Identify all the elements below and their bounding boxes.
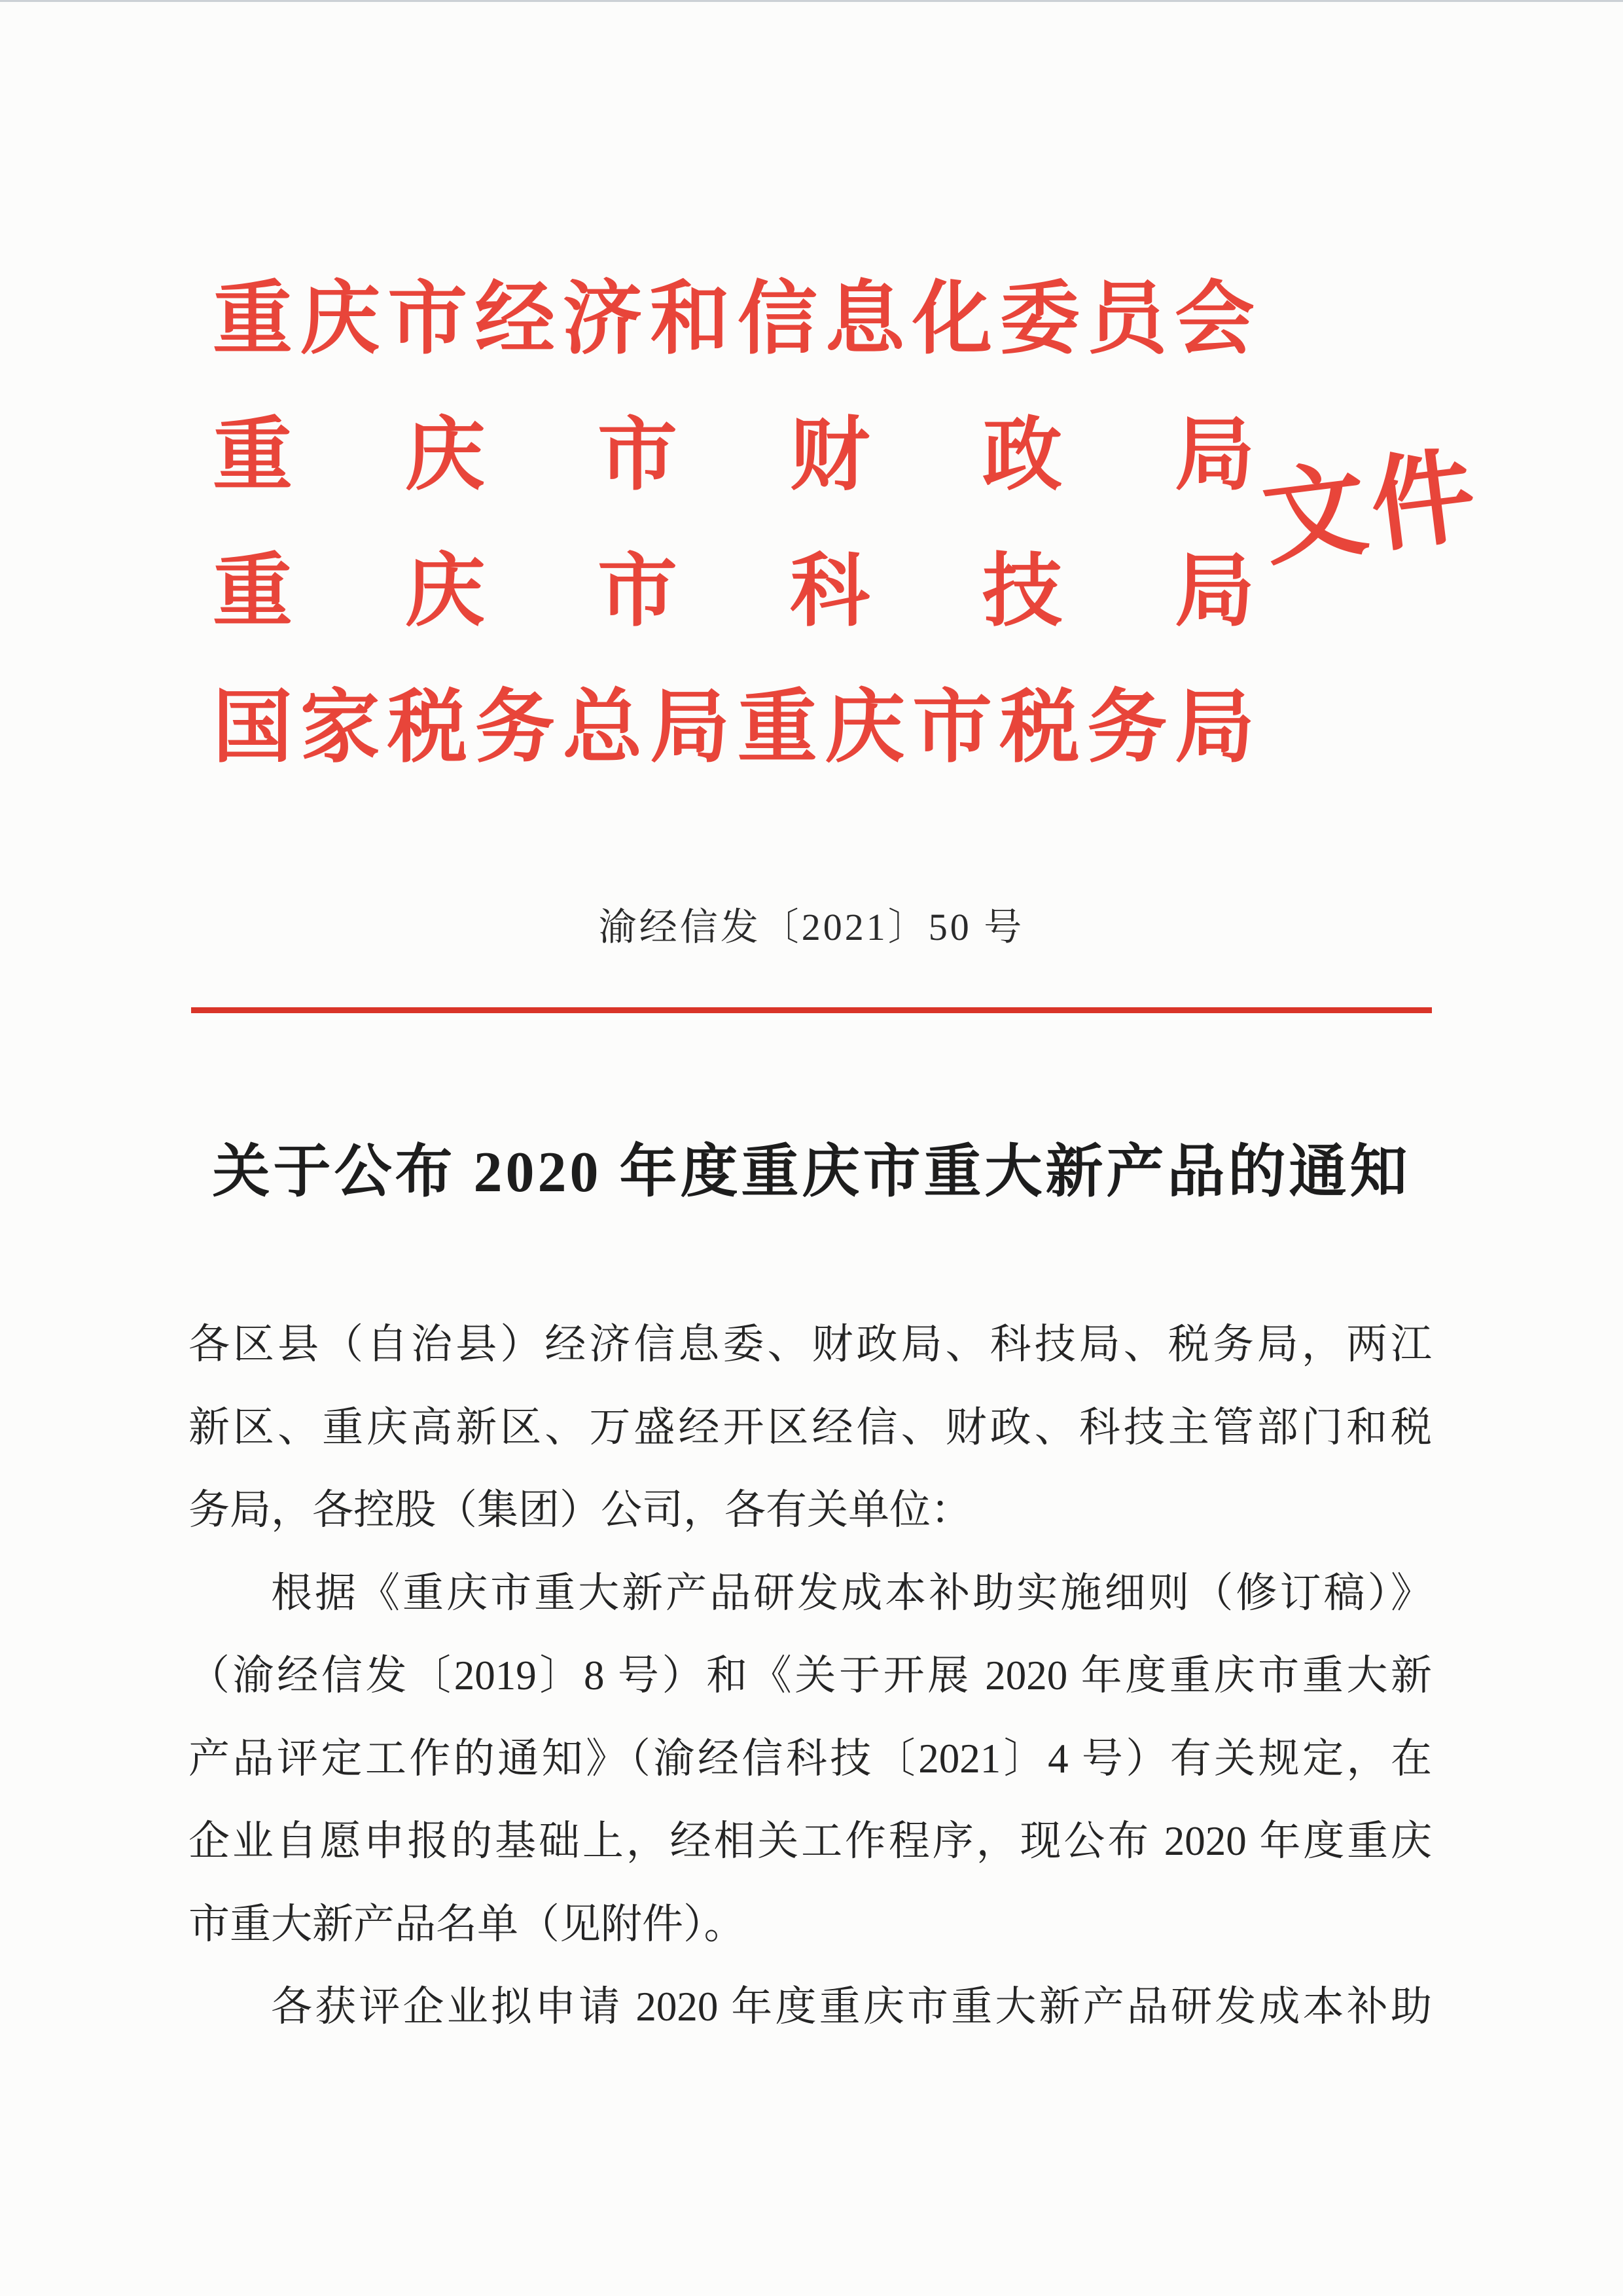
body-text-line-1: 各区县（自治县）经济信息委、财政局、科技局、税务局，两江 [188,1321,1432,1367]
body-text-line-3: 务局，各控股（集团）公司，各有关单位： [188,1487,972,1533]
document-body [188,1303,1432,2049]
body-text-line-6: 产品评定工作的通知》（渝经信科技〔2021〕4 号）有关规定，在 [188,1735,1432,1782]
body-text-line-2: 新区、重庆高新区、万盛经开区经信、财政、科技主管部门和税 [188,1404,1432,1450]
document-number: 渝经信发〔2021〕50 号 [598,906,1025,948]
body-text-line-5: （渝经信发〔2019〕8 号）和《关于开展 2020 年度重庆市重大新 [188,1653,1432,1698]
body-text-line-7: 企业自愿申报的基础上，经相关工作程序，现公布 2020 年度重庆 [188,1818,1432,1864]
agency-name-line-3: 重庆市科技局 [213,548,1255,636]
letterhead [213,276,1255,772]
document-title: 关于公布 2020 年度重庆市重大新产品的通知 [212,1141,1411,1204]
red-divider-line [191,1007,1432,1013]
body-text-line-9: 各获评企业拟申请 2020 年度重庆市重大新产品研发成本补助 [271,1984,1432,2030]
doc-type-label: 文件 [1257,438,1487,579]
agency-name-line-2: 重庆市财政局 [213,412,1255,500]
agency-name-line-4: 国家税务总局重庆市税务局 [213,684,1255,772]
agency-name-line-1: 重庆市经济和信息化委员会 [213,276,1255,364]
body-text-line-8: 市重大新产品名单（见附件）。 [188,1901,745,1947]
body-text-line-4: 根据《重庆市重大新产品研发成本补助实施细则（修订稿）》 [271,1570,1432,1616]
